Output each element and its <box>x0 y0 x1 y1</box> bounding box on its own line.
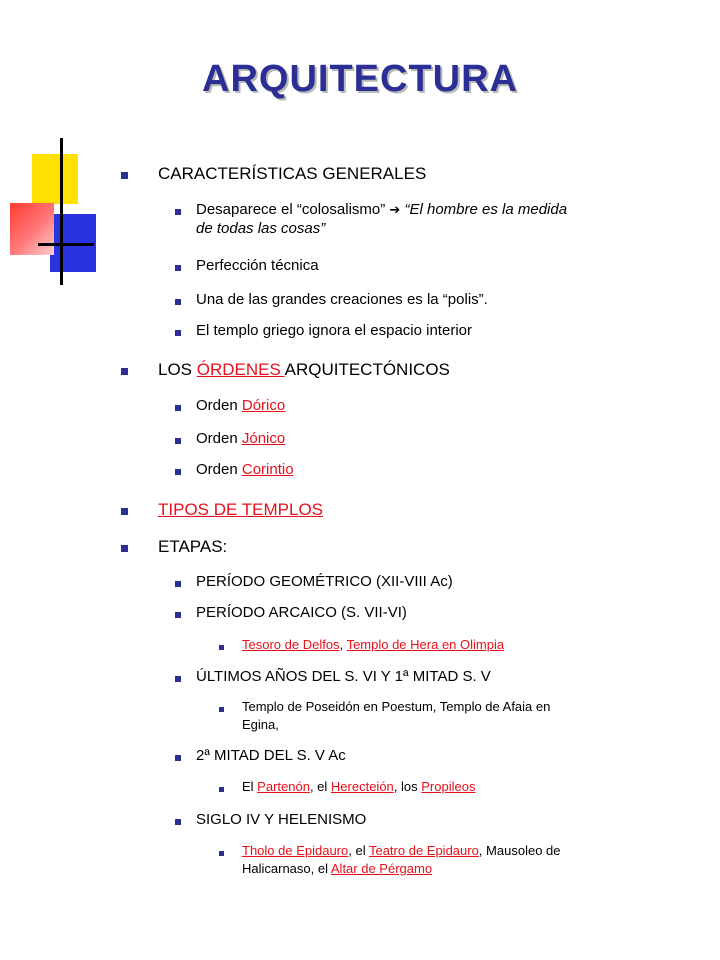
item-arcaico-sub <box>242 637 504 652</box>
item-orden-dorico <box>196 397 285 414</box>
item-segunda-sub <box>242 779 475 794</box>
bullet-l2 <box>175 755 181 761</box>
item-siglo-iv-sub <box>242 843 561 858</box>
text-el: , el <box>348 843 369 858</box>
erecteion-link[interactable]: Herecteión <box>330 779 394 794</box>
bullet-l2 <box>175 330 181 336</box>
item-ultimos-sub: Templo de Poseidón en Poestum, Templo de Afaia en <box>242 699 551 714</box>
partenon-link[interactable]: Partenón <box>257 779 310 794</box>
templo-hera-link[interactable]: Templo de Hera en Olimpia <box>346 637 505 652</box>
jonico-link[interactable]: Jónico <box>241 430 286 447</box>
item-ultimos-sub-cont: Egina, <box>242 717 279 732</box>
item-espacio: El templo griego ignora el espacio interior <box>196 322 472 339</box>
bullet-l2 <box>175 676 181 682</box>
item-arcaico: PERÍODO ARCAICO (S. VII-VI) <box>196 604 407 621</box>
heading-tipos <box>158 500 323 520</box>
tesoro-delfos-link[interactable]: Tesoro de Delfos <box>242 637 340 652</box>
item-colosalismo-quote-cont: de todas las cosas” <box>196 220 326 237</box>
text-el2: , el <box>309 779 331 794</box>
orden-label: Orden <box>196 461 242 478</box>
item-segunda-mitad: 2ª MITAD DEL S. V Ac <box>196 747 346 764</box>
bullet-l1 <box>121 172 128 179</box>
separator: , <box>339 637 347 652</box>
altar-link[interactable]: Altar de Pérgamo <box>330 861 433 876</box>
text-halicarnaso: Halicarnaso, el <box>242 861 331 876</box>
item-siglo-iv-sub-cont <box>242 861 432 876</box>
heading-caracteristicas: CARACTERÍSTICAS GENERALES <box>158 164 427 183</box>
bullet-l3 <box>219 851 224 856</box>
item-geometrico: PERÍODO GEOMÉTRICO (XII-VIII Ac) <box>196 573 453 590</box>
bullet-l2 <box>175 438 181 444</box>
bullet-l2 <box>175 581 181 587</box>
item-ultimos: ÚLTIMOS AÑOS DEL S. VI Y 1ª MITAD S. V <box>196 668 491 685</box>
arrow-icon: ➔ <box>389 203 401 218</box>
heading-etapas: ETAPAS: <box>158 537 228 556</box>
bullet-l2 <box>175 209 181 215</box>
bullet-l2 <box>175 612 181 618</box>
text-mausoleo: , Mausoleo de <box>478 843 561 858</box>
bullet-l2 <box>175 469 181 475</box>
bullet-l1 <box>121 368 128 375</box>
bullet-l1 <box>121 545 128 552</box>
ordenes-link[interactable]: ÓRDENES <box>196 360 285 379</box>
item-orden-corintio <box>196 461 294 478</box>
text-el: El <box>242 779 258 794</box>
ordenes-suffix: ARQUITECTÓNICOS <box>284 360 450 379</box>
item-siglo-iv: SIGLO IV Y HELENISMO <box>196 811 367 828</box>
bullet-l2 <box>175 265 181 271</box>
bullet-l3 <box>219 645 224 650</box>
bullet-l2 <box>175 405 181 411</box>
bullet-l2 <box>175 819 181 825</box>
bullet-l3 <box>219 787 224 792</box>
page-title: ARQUITECTURA <box>202 58 518 100</box>
teatro-link[interactable]: Teatro de Epidauro <box>368 843 479 858</box>
item-orden-jonico <box>196 430 285 447</box>
item-colosalismo-text: Desaparece el “colosalismo” <box>196 201 386 218</box>
bullet-l2 <box>175 299 181 305</box>
bullet-l1 <box>121 508 128 515</box>
tholo-link[interactable]: Tholo de Epidauro <box>242 843 349 858</box>
tipos-templos-link[interactable]: TIPOS DE TEMPLOS <box>158 500 324 519</box>
orden-label: Orden <box>196 397 242 414</box>
orden-label: Orden <box>196 430 242 447</box>
ordenes-prefix: LOS <box>158 360 197 379</box>
text-los: , los <box>393 779 422 794</box>
item-polis: Una de las grandes creaciones es la “polis”. <box>196 291 488 308</box>
corintio-link[interactable]: Corintio <box>241 461 294 478</box>
bullet-l3 <box>219 707 224 712</box>
item-colosalismo-quote: “El hombre es la medida <box>404 201 568 218</box>
item-colosalismo <box>196 201 567 218</box>
dorico-link[interactable]: Dórico <box>241 397 286 414</box>
propileos-link[interactable]: Propileos <box>421 779 476 794</box>
item-perfeccion: Perfección técnica <box>196 257 319 274</box>
heading-ordenes <box>158 360 450 380</box>
